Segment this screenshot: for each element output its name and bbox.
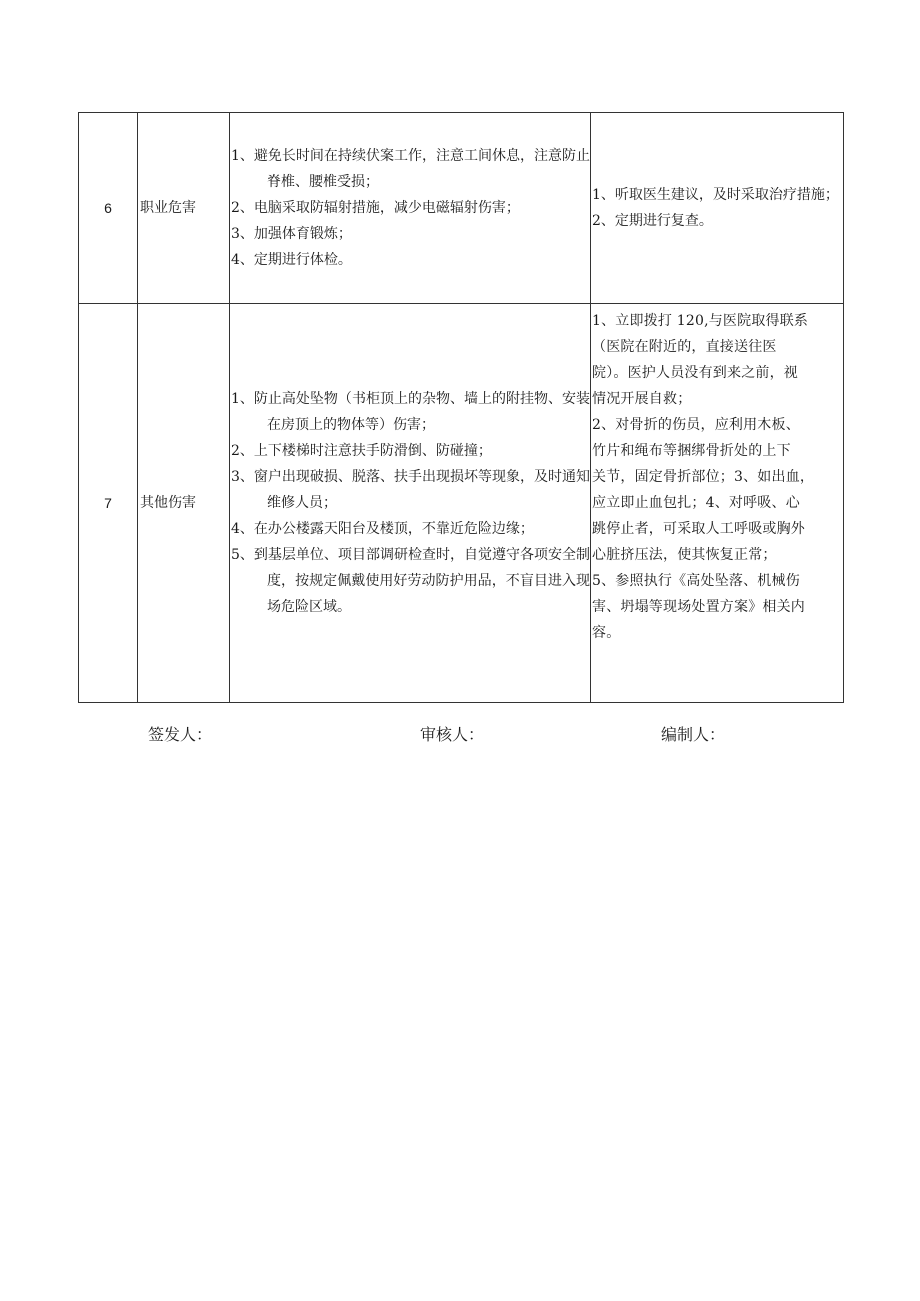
row-index: 7 bbox=[79, 304, 138, 703]
response-line: 2、对骨折的伤员，应利用木板、 bbox=[592, 417, 800, 433]
response-line: （医院在附近的，直接送往医 bbox=[592, 339, 777, 355]
response-line: 应立即止血包扎；4、对呼吸、心 bbox=[592, 495, 800, 511]
row-index: 6 bbox=[79, 113, 138, 304]
response-line: 关节，固定骨折部位；3、如出血， bbox=[592, 469, 815, 485]
response-text bbox=[592, 308, 843, 646]
table-row bbox=[79, 113, 844, 304]
measure-item: 5、到基层单位、项目部调研检查时，自觉遵守各项安全制度，按规定佩戴使用好劳动防护用品，不盲目进入现场危险区域。 bbox=[231, 547, 590, 615]
response-item: 1、听取医生建议，及时采取治疗措施； bbox=[592, 187, 839, 203]
response-line: 情况开展自救； bbox=[592, 391, 692, 407]
prevention-measures bbox=[230, 113, 591, 304]
hazard-category: 其他伤害 bbox=[138, 304, 230, 703]
response-line: 院）。医护人员没有到来之前，视 bbox=[592, 365, 798, 381]
response-line: 心脏挤压法，使其恢复正常； bbox=[592, 547, 777, 563]
measure-item: 2、电脑采取防辐射措施，减少电磁辐射伤害； bbox=[231, 200, 520, 216]
response-item: 2、定期进行复查。 bbox=[592, 213, 713, 229]
response-line: 1、立即拨打 120,与医院取得联系 bbox=[592, 313, 809, 329]
response-line: 5、参照执行《高处坠落、机械伤 bbox=[592, 573, 800, 589]
reviewer-signature-label: 审核人： bbox=[420, 725, 485, 744]
editor-signature-label: 编制人： bbox=[661, 725, 726, 744]
emergency-response bbox=[591, 304, 844, 703]
measure-item: 4、定期进行体检。 bbox=[231, 252, 352, 268]
response-line: 竹片和绳布等捆绑骨折处的上下 bbox=[592, 443, 791, 459]
measure-item: 3、加强体育锻炼； bbox=[231, 226, 352, 242]
measure-item: 4、在办公楼露天阳台及楼顶，不靠近危险边缘； bbox=[231, 521, 534, 537]
measure-item: 2、上下楼梯时注意扶手防滑倒、防碰撞； bbox=[231, 443, 492, 459]
measure-item: 1、防止高处坠物（书柜顶上的杂物、墙上的附挂物、安装在房顶上的物体等）伤害； bbox=[231, 391, 590, 433]
measure-item: 1、避免长时间在持续伏案工作，注意工间休息，注意防止脊椎、腰椎受损； bbox=[231, 148, 590, 190]
response-line: 跳停止者，可采取人工呼吸或胸外 bbox=[592, 521, 805, 537]
prevention-measures bbox=[230, 304, 591, 703]
issuer-signature-label: 签发人： bbox=[148, 725, 213, 744]
response-line: 容。 bbox=[592, 625, 621, 641]
emergency-response bbox=[591, 113, 844, 304]
table-row bbox=[79, 304, 844, 703]
response-line: 害、坍塌等现场处置方案》相关内 bbox=[592, 599, 805, 615]
hazard-category: 职业危害 bbox=[138, 113, 230, 304]
measure-item: 3、窗户出现破损、脱落、扶手出现损坏等现象，及时通知维修人员； bbox=[231, 469, 590, 511]
hazard-table bbox=[78, 112, 844, 703]
